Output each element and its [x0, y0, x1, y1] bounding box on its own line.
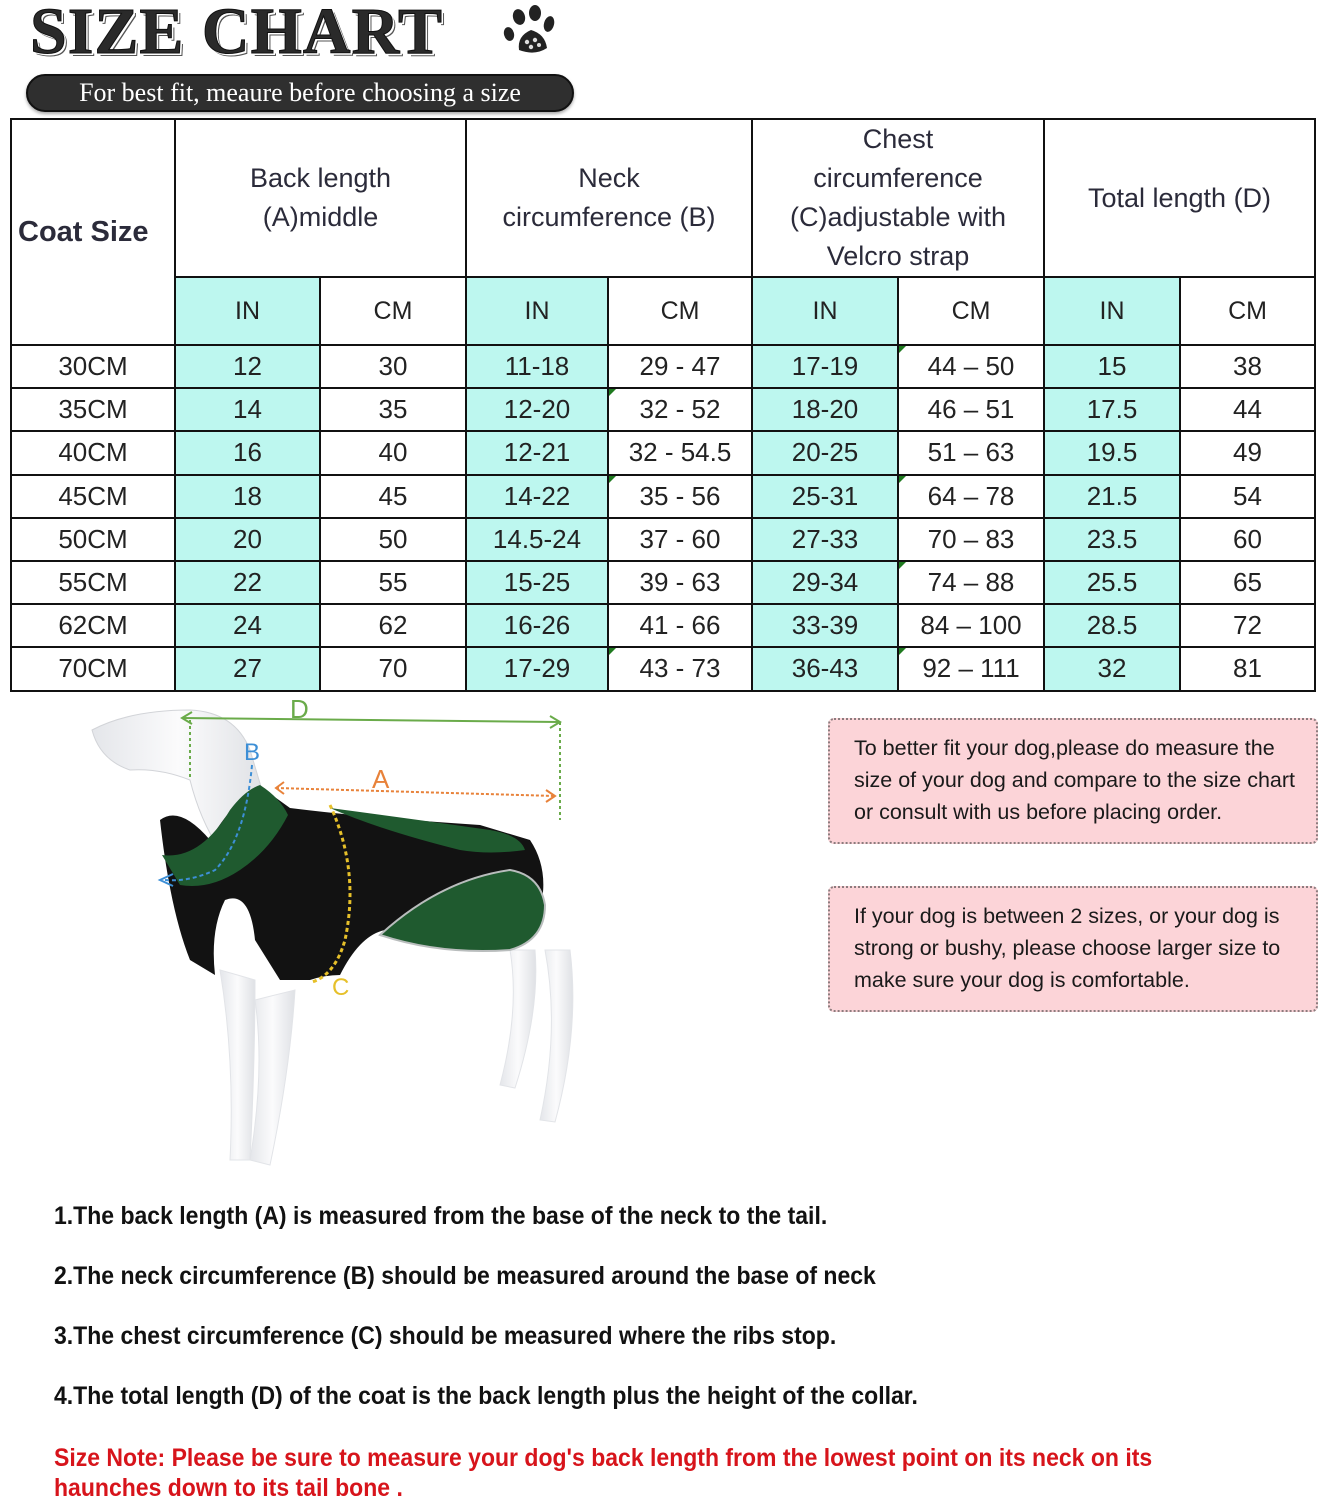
table-row — [11, 518, 1315, 561]
header-chest-circumference — [752, 119, 1044, 277]
cell-neck-in: 12-21 — [466, 431, 608, 474]
label-c: C — [332, 974, 350, 1001]
cell-chest-in: 25-31 — [752, 475, 898, 518]
header-coat-size: Coat Size — [11, 119, 175, 345]
note-measure-advice: To better fit your dog,please do measure the size of your dog and compare to the size chart or consult with us before placing order. — [828, 718, 1318, 844]
table-row — [11, 604, 1315, 647]
label-a: A — [372, 764, 390, 794]
header-line: Total length (D) — [1087, 182, 1272, 213]
header-neck-circumference — [466, 119, 752, 277]
header-line: Chest — [862, 124, 934, 154]
cell-neck-cm: 37 - 60 — [608, 518, 752, 561]
cell-chest-in: 33-39 — [752, 604, 898, 647]
cell-chest-in: 20-25 — [752, 431, 898, 474]
cell-back-cm: 62 — [320, 604, 466, 647]
cell-back-in: 22 — [175, 561, 320, 604]
cell-neck-cm: 32 - 52 — [608, 388, 752, 431]
cell-chest-cm: 74 – 88 — [898, 561, 1044, 604]
paw-print-icon — [495, 4, 557, 58]
instruction-neck: 2.The neck circumference (B) should be measured around the base of neck — [54, 1262, 876, 1290]
table-row — [11, 475, 1315, 518]
cell-neck-cm: 29 - 47 — [608, 345, 752, 388]
label-d: D — [290, 694, 309, 724]
cell-back-cm: 30 — [320, 345, 466, 388]
cell-back-in: 16 — [175, 431, 320, 474]
unit-header-in: IN — [466, 277, 608, 345]
cell-chest-cm: 84 – 100 — [898, 604, 1044, 647]
cell-neck-cm: 43 - 73 — [608, 647, 752, 690]
cell-size: 62CM — [11, 604, 175, 647]
header-line: circumference — [813, 163, 983, 193]
cell-total-in: 21.5 — [1044, 475, 1180, 518]
cell-chest-cm: 64 – 78 — [898, 475, 1044, 518]
cell-neck-cm: 39 - 63 — [608, 561, 752, 604]
cell-size: 40CM — [11, 431, 175, 474]
header-total-length — [1044, 119, 1315, 277]
cell-neck-in: 14.5-24 — [466, 518, 608, 561]
unit-header-cm: CM — [608, 277, 752, 345]
header-line: (A)middle — [262, 202, 379, 232]
cell-size: 70CM — [11, 647, 175, 690]
note-between-sizes: If your dog is between 2 sizes, or your dog is strong or bushy, please choose larger size to make sure your dog is comfortable. — [828, 886, 1318, 1012]
cell-total-cm: 54 — [1180, 475, 1315, 518]
cell-total-in: 23.5 — [1044, 518, 1180, 561]
cell-total-cm: 44 — [1180, 388, 1315, 431]
cell-neck-in: 16-26 — [466, 604, 608, 647]
instruction-back-length: 1.The back length (A) is measured from the base of the neck to the tail. — [54, 1202, 828, 1230]
cell-back-in: 18 — [175, 475, 320, 518]
cell-total-in: 28.5 — [1044, 604, 1180, 647]
cell-back-in: 27 — [175, 647, 320, 690]
cell-total-cm: 38 — [1180, 345, 1315, 388]
cell-back-cm: 70 — [320, 647, 466, 690]
cell-neck-in: 17-29 — [466, 647, 608, 690]
cell-total-in: 19.5 — [1044, 431, 1180, 474]
cell-size: 35CM — [11, 388, 175, 431]
cell-chest-cm: 46 – 51 — [898, 388, 1044, 431]
subtitle-banner: For best fit, meaure before choosing a size — [26, 74, 574, 112]
size-chart-table — [10, 118, 1316, 692]
cell-neck-in: 14-22 — [466, 475, 608, 518]
cell-size: 30CM — [11, 345, 175, 388]
cell-neck-in: 11-18 — [466, 345, 608, 388]
cell-neck-cm: 41 - 66 — [608, 604, 752, 647]
dog-coat-diagram — [40, 690, 600, 1190]
cell-total-cm: 60 — [1180, 518, 1315, 561]
header-line: (C)adjustable with — [789, 202, 1007, 232]
cell-chest-cm: 44 – 50 — [898, 345, 1044, 388]
cell-back-in: 20 — [175, 518, 320, 561]
header-line: Back length — [249, 163, 392, 193]
unit-header-in: IN — [1044, 277, 1180, 345]
header-line: circumference (B) — [502, 202, 716, 232]
cell-total-cm: 49 — [1180, 431, 1315, 474]
cell-neck-cm: 35 - 56 — [608, 475, 752, 518]
cell-chest-cm: 70 – 83 — [898, 518, 1044, 561]
instruction-total-length: 4.The total length (D) of the coat is the back length plus the height of the collar. — [54, 1382, 918, 1410]
cell-total-in: 25.5 — [1044, 561, 1180, 604]
cell-size: 45CM — [11, 475, 175, 518]
cell-total-in: 15 — [1044, 345, 1180, 388]
cell-chest-cm: 51 – 63 — [898, 431, 1044, 474]
label-b: B — [244, 739, 261, 766]
unit-header-cm: CM — [1180, 277, 1315, 345]
cell-total-cm: 72 — [1180, 604, 1315, 647]
cell-back-cm: 40 — [320, 431, 466, 474]
table-row — [11, 345, 1315, 388]
cell-back-cm: 50 — [320, 518, 466, 561]
unit-header-in: IN — [752, 277, 898, 345]
instruction-chest: 3.The chest circumference (C) should be measured where the ribs stop. — [54, 1322, 837, 1350]
cell-back-in: 14 — [175, 388, 320, 431]
table-row — [11, 388, 1315, 431]
cell-chest-in: 18-20 — [752, 388, 898, 431]
header-back-length — [175, 119, 466, 277]
cell-chest-in: 29-34 — [752, 561, 898, 604]
cell-chest-in: 27-33 — [752, 518, 898, 561]
cell-neck-in: 12-20 — [466, 388, 608, 431]
cell-total-in: 17.5 — [1044, 388, 1180, 431]
cell-back-in: 12 — [175, 345, 320, 388]
cell-total-cm: 81 — [1180, 647, 1315, 690]
cell-back-cm: 45 — [320, 475, 466, 518]
cell-back-cm: 35 — [320, 388, 466, 431]
table-row — [11, 561, 1315, 604]
cell-chest-cm: 92 – 111 — [898, 647, 1044, 690]
cell-total-in: 32 — [1044, 647, 1180, 690]
cell-size: 50CM — [11, 518, 175, 561]
cell-size: 55CM — [11, 561, 175, 604]
header-line: Velcro strap — [826, 241, 970, 271]
cell-chest-in: 36-43 — [752, 647, 898, 690]
unit-header-in: IN — [175, 277, 320, 345]
cell-chest-in: 17-19 — [752, 345, 898, 388]
size-note: Size Note: Please be sure to measure your dog's back length from the lowest point on its neck on its haunches down to its tail bone . — [54, 1444, 1153, 1500]
cell-neck-cm: 32 - 54.5 — [608, 431, 752, 474]
header-line: Neck — [578, 163, 640, 193]
cell-total-cm: 65 — [1180, 561, 1315, 604]
cell-back-cm: 55 — [320, 561, 466, 604]
table-row — [11, 431, 1315, 474]
cell-back-in: 24 — [175, 604, 320, 647]
unit-header-cm: CM — [898, 277, 1044, 345]
cell-neck-in: 15-25 — [466, 561, 608, 604]
table-row — [11, 647, 1315, 690]
page-title: SIZE CHART — [30, 0, 443, 68]
unit-header-cm: CM — [320, 277, 466, 345]
